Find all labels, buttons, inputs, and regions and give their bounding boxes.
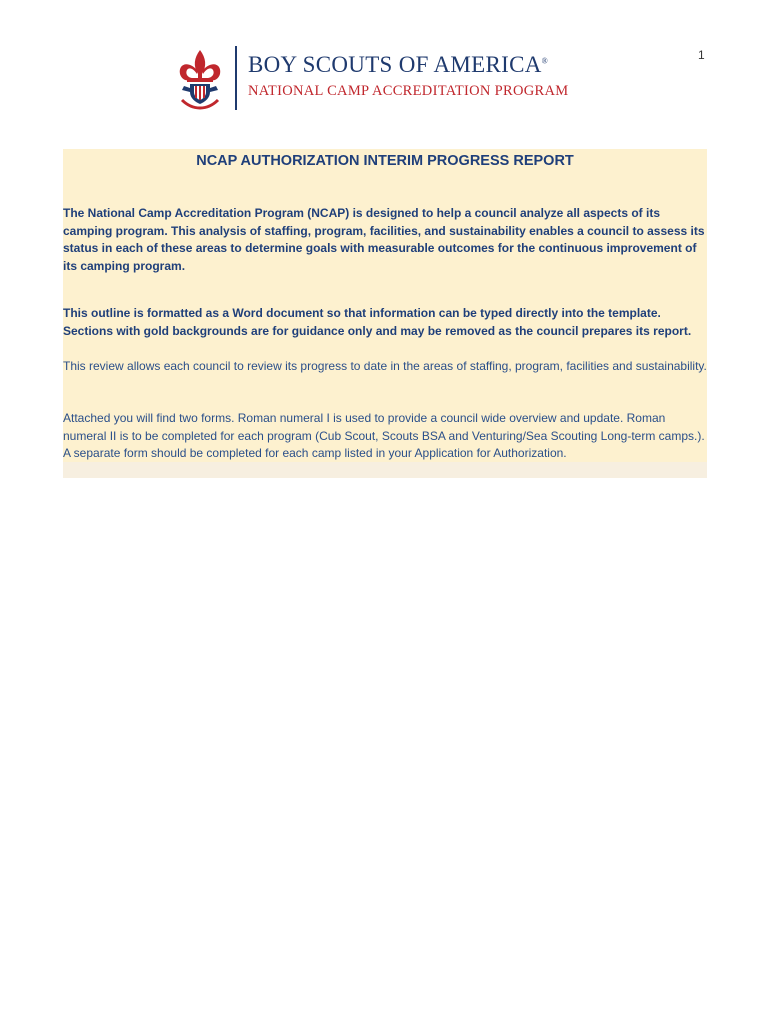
report-title: NCAP AUTHORIZATION INTERIM PROGRESS REPORT xyxy=(196,153,574,169)
logo-subtitle: NATIONAL CAMP ACCREDITATION PROGRAM xyxy=(248,83,569,99)
guidance-panel-bottom-strip xyxy=(63,462,707,478)
fleur-de-lis-eagle-icon xyxy=(174,48,226,110)
format-note-paragraph: This outline is formatted as a Word document so that information can be typed directly into the template. Sections with gold backgrounds are for guidance only and may be removed as the council prepares its report. xyxy=(63,306,692,338)
review-paragraph: This review allows each council to review its progress to date in the areas of staffing, program, facilities and sustainability. xyxy=(63,359,707,373)
forms-paragraph: Attached you will find two forms. Roman numeral I is used to provide a council wide overview and update. Roman numeral II is to be completed for each program (Cub Scout, Scouts BSA and Venturing/Sea Scouting Long-term camps.). A separate form should be completed for each camp listed in your Application for Authorization. xyxy=(63,411,705,460)
page-number: 1 xyxy=(698,48,705,62)
logo-divider xyxy=(235,46,237,110)
intro-paragraph: The National Camp Accreditation Program (NCAP) is designed to help a council analyze all aspects of its camping program. This analysis of staffing, program, facilities, and sustainability enables a council to assess its status in each of these areas to determine goals with measurable outcomes for the continuous improvement of its camping program. xyxy=(63,206,705,273)
bsa-logo xyxy=(174,44,594,114)
logo-title: BOY SCOUTS OF AMERICA® xyxy=(248,52,549,77)
